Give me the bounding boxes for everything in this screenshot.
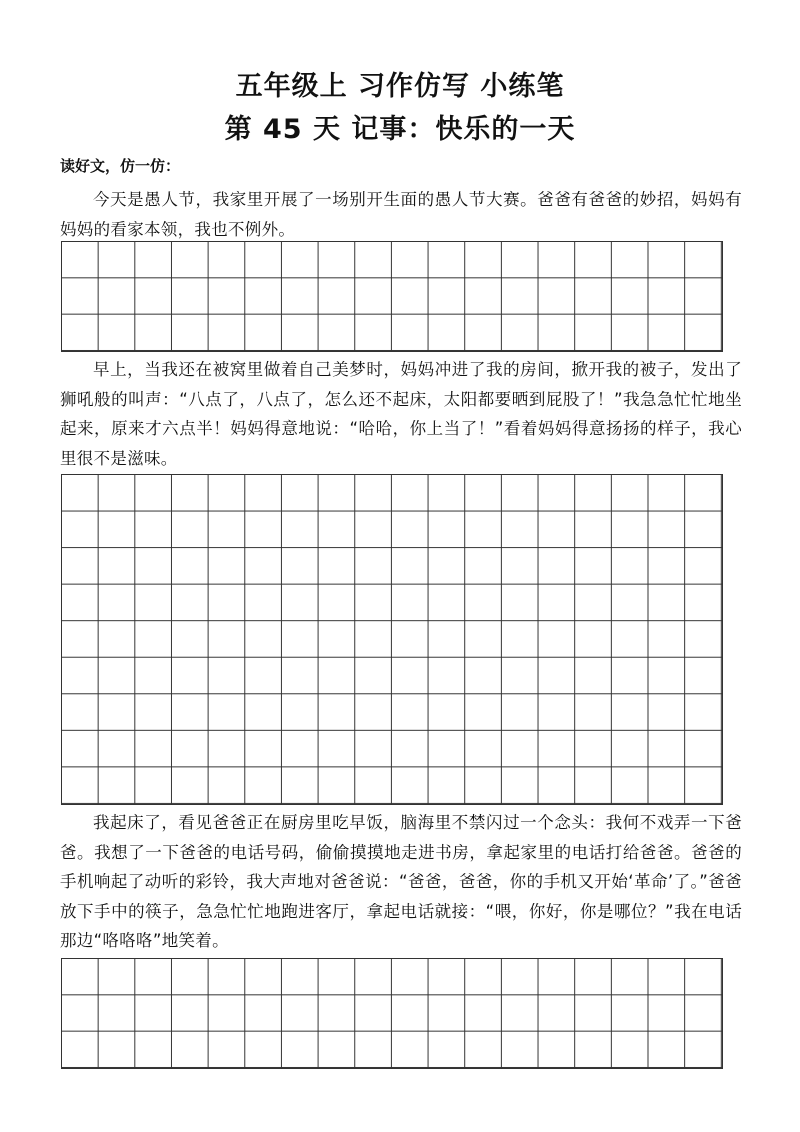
worksheet-title: 五年级上 习作仿写 小练笔	[235, 71, 565, 102]
writing-grid-3[interactable]	[61, 958, 723, 1069]
writing-grid-1[interactable]	[61, 241, 723, 352]
passage-paragraph-2: 早上，当我还在被窝里做着自己美梦时，妈妈冲进了我的房间，掀开我的被子，发出了狮吼般的叫声：“八点了，八点了，怎么还不起床，太阳都要晒到屁股了！”我急急忙忙地坐起来，原来才六点半！妈妈得意地说：“哈哈，你上当了！”看着妈妈得意扬扬的样子，我心里很不是滋味。	[60, 360, 742, 468]
instruction-label: 读好文，仿一仿：	[60, 157, 181, 175]
passage-paragraph-1: 今天是愚人节，我家里开展了一场别开生面的愚人节大赛。爸爸有爸爸的妙招，妈妈有妈妈的看家本领，我也不例外。	[60, 190, 742, 239]
passage-paragraph-3: 我起床了，看见爸爸正在厨房里吃早饭，脑海里不禁闪过一个念头：我何不戏弄一下爸爸。我想了一下爸爸的电话号码，偷偷摸摸地走进书房，拿起家里的电话打给爸爸。爸爸的手机响起了动听的彩铃，我大声地对爸爸说：“爸爸，爸爸，你的手机又开始‘革命’了。”爸爸放下手中的筷子，急急忙忙地跑进客厅，拿起电话就接：“喂，你好，你是哪位？”我在电话那边“咯咯咯”地笑着。	[60, 813, 742, 950]
lesson-title: 第 45 天 记事：快乐的一天	[224, 114, 576, 145]
writing-grid-2[interactable]	[61, 474, 723, 805]
